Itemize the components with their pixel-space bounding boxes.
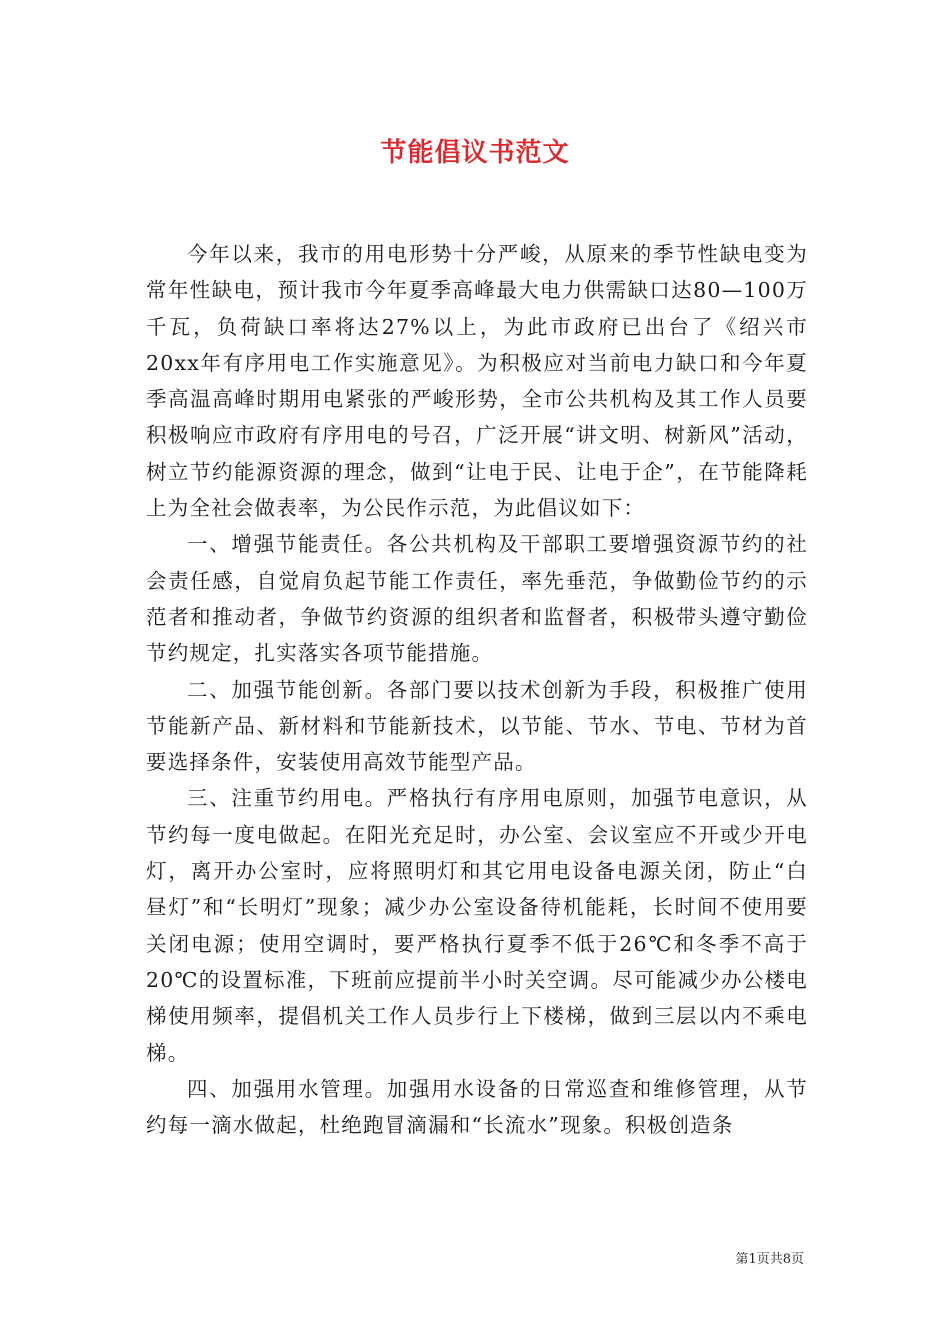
paragraph-item-3: 三、注重节约用电。严格执行有序用电原则，加强节电意识，从节约每一度电做起。在阳光充足时，办公室、会议室应不开或少开电灯，离开办公室时，应将照明灯和其它用电设备电源关闭，防止“白昼灯”和“长明灯”现象；减少办公室设备待机能耗，长时间不使用要关闭电源；使用空调时，要严格执行夏季不低于26℃和冬季不高于20℃的设置标准，下班前应提前半小时关空调。尽可能减少办公楼电梯使用频率，提倡机关工作人员步行上下楼梯，做到三层以内不乘电梯。 bbox=[146, 786, 808, 1065]
document-body bbox=[146, 236, 808, 1143]
page-number-footer: 第1页共8页 bbox=[735, 1252, 804, 1267]
paragraph-intro: 今年以来，我市的用电形势十分严峻，从原来的季节性缺电变为常年性缺电，预计我市今年夏季高峰最大电力供需缺口达80—100万千瓦，负荷缺口率将达27%以上，为此市政府已出台了《绍兴市20xx年有序用电工作实施意见》。为积极应对当前电力缺口和今年夏季高温高峰时期用电紧张的严峻形势，全市公共机构及其工作人员要积极响应市政府有序用电的号召，广泛开展“讲文明、树新风”活动，树立节约能源资源的理念，做到“让电于民、让电于企”，在节能降耗上为全社会做表率，为公民作示范，为此倡议如下： bbox=[146, 242, 808, 521]
document-title: 节能倡议书范文 bbox=[380, 138, 570, 168]
paragraph-item-2: 二、加强节能创新。各部门要以技术创新为手段，积极推广使用节能新产品、新材料和节能新技术，以节能、节水、节电、节材为首要选择条件，安装使用高效节能型产品。 bbox=[146, 677, 808, 775]
paragraph-item-1: 一、增强节能责任。各公共机构及干部职工要增强资源节约的社会责任感，自觉肩负起节能工作责任，率先垂范，争做勤俭节约的示范者和推动者，争做节约资源的组织者和监督者，积极带头遵守勤俭节约规定，扎实落实各项节能措施。 bbox=[146, 532, 808, 666]
paragraph-item-4: 四、加强用水管理。加强用水设备的日常巡查和维修管理，从节约每一滴水做起，杜绝跑冒滴漏和“长流水”现象。积极创造条 bbox=[146, 1076, 808, 1138]
